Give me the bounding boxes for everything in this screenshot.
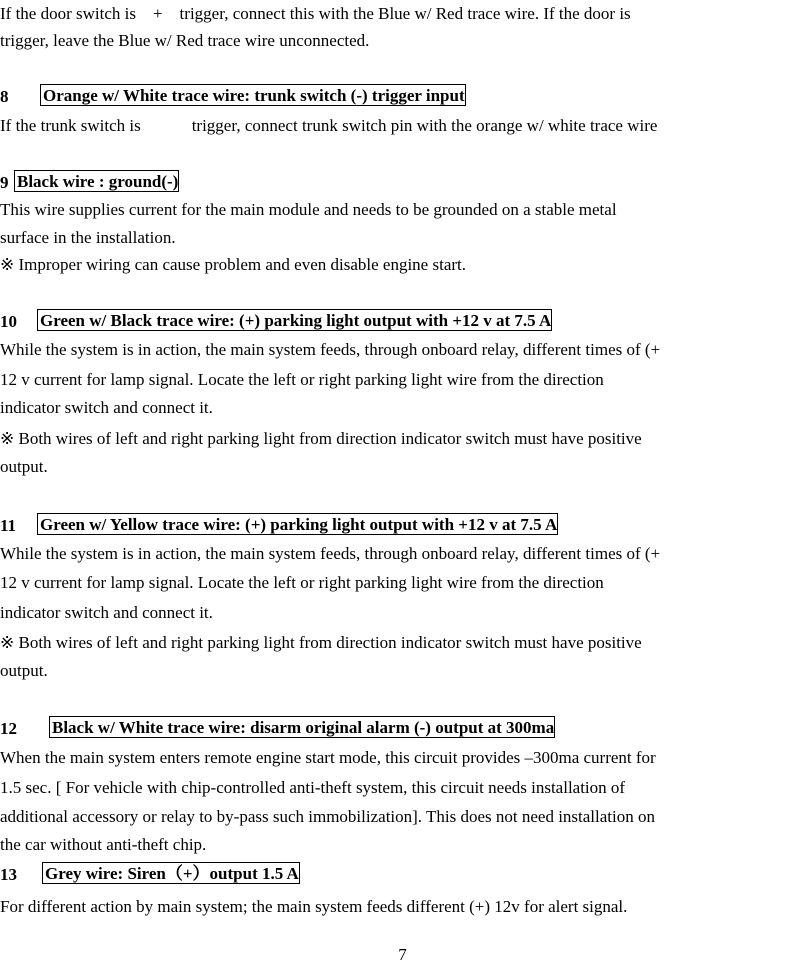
section-10-body-3: indicator switch and connect it. [0,398,213,417]
section-13-heading [0,864,299,885]
section-11-body-1: While the system is in action, the main system feeds, through onboard relay, different times of (+ [0,544,661,563]
page-number: 7 [398,945,407,963]
intro-line-2: trigger, leave the Blue w/ Red trace wire unconnected. [0,31,370,50]
section-12-number: 12 [0,719,17,738]
section-11-number: 11 [0,516,17,535]
section-13-body-1: For different action by main system; the main system feeds different (+) 12v for alert signal. [0,897,628,916]
section-11-title: Green w/ Yellow trace wire: (+) parking light output with +12 v at 7.5 A [37,513,558,535]
section-9-heading [0,172,179,193]
section-9-body-1: This wire supplies current for the main module and needs to be grounded on a stable metal [0,200,617,219]
section-8-number: 8 [0,87,9,106]
section-11-note-1: ※ Both wires of left and right parking light from direction indicator switch must have positive [0,633,642,652]
section-12-body-3: additional accessory or relay to by-pass such immobilization]. This does not need installation on [0,807,655,826]
section-10-body-1: While the system is in action, the main system feeds, through onboard relay, different times of (+ [0,340,661,359]
section-10-title: Green w/ Black trace wire: (+) parking light output with +12 v at 7.5 A [37,309,552,331]
intro-line-1: If the door switch is + trigger, connect this with the Blue w/ Red trace wire. If the door is [0,4,682,23]
section-12-body-2: 1.5 sec. [ For vehicle with chip-controlled anti-theft system, this circuit needs installation of [0,778,626,797]
section-10-body-2: 12 v current for lamp signal. Locate the left or right parking light wire from the direction [0,370,604,389]
section-11-heading [0,515,558,536]
section-8-title: Orange w/ White trace wire: trunk switch (-) trigger input [40,84,466,106]
section-10-note-2: output. [0,457,48,476]
section-12-title: Black w/ White trace wire: disarm original alarm (-) output at 300ma [49,716,555,738]
section-10-heading [0,311,552,332]
section-9-title: Black wire : ground(-) [14,170,179,192]
section-12-heading [0,718,555,739]
section-11-body-2: 12 v current for lamp signal. Locate the left or right parking light wire from the direction [0,573,604,592]
section-9-body-2: surface in the installation. [0,228,176,247]
section-9-number: 9 [0,173,9,192]
section-8-body-1: If the trunk switch is trigger, connect trunk switch pin with the orange w/ white trace wire [0,116,658,135]
section-11-body-3: indicator switch and connect it. [0,603,213,622]
section-13-title: Grey wire: Siren（+）output 1.5 A [42,862,300,884]
section-12-body-1: When the main system enters remote engine start mode, this circuit provides –300ma current for [0,748,656,767]
section-10-note-1: ※ Both wires of left and right parking light from direction indicator switch must have positive [0,429,642,448]
section-9-note: ※ Improper wiring can cause problem and even disable engine start. [0,255,466,274]
section-13-number: 13 [0,865,17,884]
section-10-number: 10 [0,312,17,331]
section-11-note-2: output. [0,661,48,680]
section-12-body-4: the car without anti-theft chip. [0,835,207,854]
section-8-heading [0,86,465,107]
